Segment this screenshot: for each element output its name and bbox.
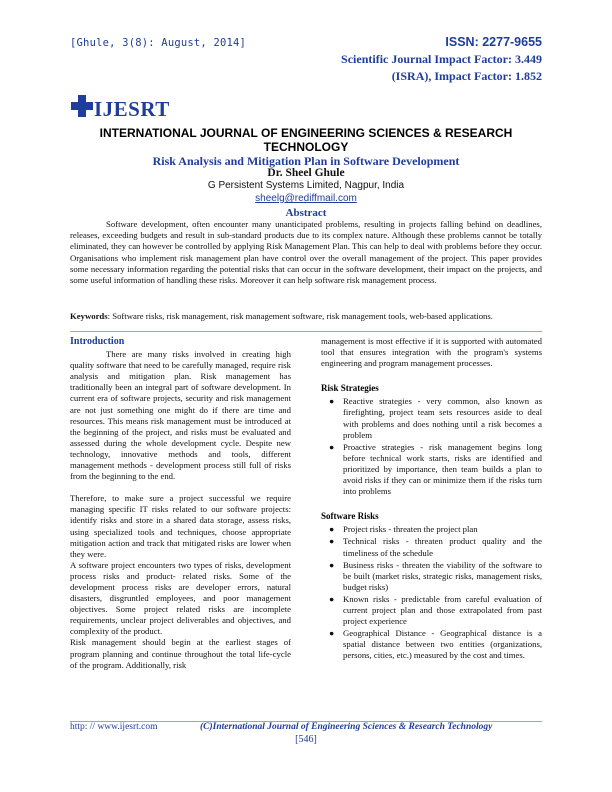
abstract-heading: Abstract [285, 207, 327, 219]
intro-paragraph-1: There are many risks involved in creating high quality software that need to be carefully managed, require risk analysis and mitigation plan. Risk management has traditionally been an integral part of software development. In current era of software projects, security and risk management are not just something one might do if there are time and resources. This means risk management must be introduced at the beginning of the project, and risks must be evaluated and assessed during the whole development cycle. Despite new technology, innovative methods and tools, different management methods - development process still full of risks from the beginning to the end. [70, 349, 291, 482]
keywords-text: : Software risks, risk management, risk management software, risk management tools, web-based applications. [107, 311, 493, 321]
list-item: ● Proactive strategies - risk management begins long before technical work starts, risks are identified and prioritized by importance, then team builds a plan to avoid risks if they can or minimize them if the risks turn into problems [329, 441, 542, 497]
intro-paragraph-5: management is most effective if it is supported with automated tool that ensures integration with the program's systems engineering and program management processes. [321, 336, 542, 369]
plus-logo-icon [70, 94, 94, 118]
impact-factor-sjif: Scientific Journal Impact Factor: 3.449 [341, 52, 542, 66]
citation-header: [Ghule, 3(8): August, 2014] [70, 37, 247, 49]
impact-factor-isra: (ISRA), Impact Factor: 1.852 [391, 69, 542, 83]
software-risks-list [321, 524, 542, 661]
risk-strategies-list [321, 396, 542, 497]
abstract-text: Software development, often encounter many unanticipated problems, resulting in projects falling behind on deadlines, releases, exceeding budgets and result in sub-standard products due to its complex nature. Although these problems cannot be totally eliminated, they can however be controlled by applying Risk Management Plan. This can help to deal with problems before they occur. Organisations who implement risk management plan have control over the overall management of the project. This paper provides some necessary information regarding the potential risks that can occur in the software development, their impact on the projects, and some useful information of handling these risks. Moreover it can help software risk management process. [70, 219, 542, 286]
intro-paragraph-2: Therefore, to make sure a project successful we require managing specific IT risks related to our software projects: identify risks and store in a shared data storage, assess risks, using specialized tools and techniques, choose appropriate mitigation action and track that mitigated risks are lower when they were. [70, 493, 291, 559]
page-number: [546] [295, 734, 317, 745]
software-risks-heading: Software Risks [321, 511, 379, 522]
author-email-link[interactable]: sheelg@rediffmail.com [255, 193, 357, 204]
footer-journal-name: (C)International Journal of Engineering Sciences & Research Technology [200, 722, 493, 732]
section-divider [70, 331, 542, 332]
list-item: ● Business risks - threaten the viability of the software to be built (market risks, strategic risks, management risks, budget risks) [329, 559, 542, 592]
bullet-icon: ● [329, 536, 335, 547]
list-item: ● Technical risks - threaten product quality and the timeliness of the schedule [329, 536, 542, 558]
list-item: ● Reactive strategies - very common, also known as firefighting, project team sets resources aside to deal with problems and does nothing until a risk becomes a problem [329, 396, 542, 440]
risk-strategies-heading: Risk Strategies [321, 383, 379, 394]
list-item: ● Known risks - predictable from careful evaluation of current project plan and those extrapolated from past project experience [329, 593, 542, 627]
intro-paragraph-4: Risk management should begin at the earliest stages of program planning and continue throughout the total life-cycle of the program. Additionally, risk [70, 637, 291, 670]
intro-paragraph-3: A software project encounters two types of risks, development process risks and product- related risks. Some of the development process risks are developer errors, natural disasters, disgruntled employees, and poor management objectives. Some project related risks are incomplete requirements, unclear project deliverables and objectives, and complexity of the product. [70, 559, 291, 637]
journal-title: INTERNATIONAL JOURNAL OF ENGINEERING SCIENCES & RESEARCH TECHNOLOGY [99, 126, 513, 154]
paper-title: Risk Analysis and Mitigation Plan in Software Development [152, 154, 460, 168]
list-item: ● Geographical Distance - Geographical distance is a spatial distance between two entities (organizations, persons, cities, etc.) measured by the cost and times. [329, 628, 542, 661]
bullet-icon: ● [329, 441, 335, 452]
bullet-icon: ● [329, 593, 335, 604]
author-affiliation: G Persistent Systems Limited, Nagpur, India [207, 180, 405, 191]
footer-url-link[interactable]: http: // www.ijesrt.com [70, 722, 158, 732]
issn: ISSN: 2277-9655 [445, 35, 542, 49]
journal-metrics [341, 34, 542, 85]
keywords-label: Keywords [70, 311, 108, 321]
bullet-icon: ● [329, 396, 335, 407]
right-column [321, 336, 542, 662]
list-item: ● Project risks - threaten the project plan [329, 524, 478, 535]
bullet-icon: ● [329, 524, 335, 535]
left-column [70, 336, 291, 671]
introduction-heading: Introduction [70, 336, 125, 347]
bullet-icon: ● [329, 559, 335, 570]
bullet-icon: ● [329, 628, 335, 639]
author-name: Dr. Sheel Ghule [267, 167, 345, 179]
journal-logo-text: IJESRT [94, 97, 170, 121]
keywords [70, 311, 542, 322]
